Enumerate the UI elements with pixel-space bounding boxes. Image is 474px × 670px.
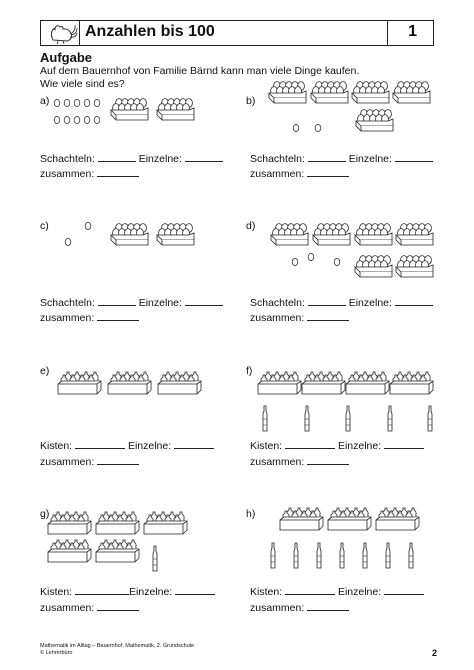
bottle-crate-icon <box>158 372 202 402</box>
exercise-c-answer-row: Schachteln: Einzelne: <box>40 295 223 309</box>
total-answer-field[interactable] <box>307 600 349 611</box>
bottle-crate-icon <box>346 372 390 402</box>
exercise-b-total-row: zusammen: <box>250 166 349 180</box>
bottle-crate-icon <box>96 512 140 542</box>
exercise-c-letter: c) <box>40 220 49 232</box>
singles-answer-field[interactable] <box>175 584 215 595</box>
egg-carton-icon <box>110 222 150 252</box>
bottle-crate-icon <box>96 540 140 570</box>
egg-carton-icon <box>354 222 394 252</box>
total-answer-field[interactable] <box>97 600 139 611</box>
page-number: 2 <box>432 648 438 658</box>
singles-answer-field[interactable] <box>384 438 424 449</box>
total-answer-field[interactable] <box>97 310 139 321</box>
exercise-b-answer-row: Schachteln: Einzelne: <box>250 151 433 165</box>
bottle-icon <box>291 542 301 568</box>
boxes-answer-field[interactable] <box>98 151 136 162</box>
total-answer-field[interactable] <box>307 454 349 465</box>
exercise-g-answer-row: Kisten: Einzelne: <box>40 584 215 598</box>
task-intro-line2: Wie viele sind es? <box>40 78 125 90</box>
bottle-crate-icon <box>48 512 92 542</box>
page-title: Anzahlen bis 100 <box>85 23 215 40</box>
crates-answer-field[interactable] <box>285 438 335 449</box>
exercise-a-letter: a) <box>40 95 50 107</box>
exercise-b-letter: b) <box>246 95 256 107</box>
egg-carton-icon <box>395 254 435 284</box>
worksheet-header <box>40 20 434 46</box>
bottle-crate-icon <box>108 372 152 402</box>
bottle-crate-icon <box>280 508 324 538</box>
exercise-h-letter: h) <box>246 508 256 520</box>
egg-carton-icon <box>268 80 308 110</box>
bottle-icon <box>343 405 353 431</box>
exercise-g-total-row: zusammen: <box>40 600 139 614</box>
bottle-crate-icon <box>58 372 102 402</box>
exercise-h-total-row: zusammen: <box>250 600 349 614</box>
total-answer-field[interactable] <box>97 454 139 465</box>
egg-carton-icon <box>156 97 196 127</box>
bottle-icon <box>302 405 312 431</box>
egg-carton-icon <box>351 80 391 110</box>
exercise-f-answer-row: Kisten: Einzelne: <box>250 438 424 452</box>
worksheet-number: 1 <box>408 23 417 40</box>
single-eggs-a <box>50 95 100 125</box>
exercise-e-answer-row: Kisten: Einzelne: <box>40 438 214 452</box>
exercise-f-total-row: zusammen: <box>250 454 349 468</box>
boxes-answer-field[interactable] <box>308 151 346 162</box>
exercise-f-letter: f) <box>246 365 253 377</box>
exercise-d-total-row: zusammen: <box>250 310 349 324</box>
egg-carton-icon <box>156 222 196 252</box>
egg-carton-icon <box>270 222 310 252</box>
bottle-icon <box>268 542 278 568</box>
egg-carton-icon <box>354 254 394 284</box>
exercise-h-answer-row: Kisten: Einzelne: <box>250 584 424 598</box>
single-eggs-b <box>290 120 330 136</box>
singles-answer-field[interactable] <box>174 438 214 449</box>
task-heading: Aufgabe <box>40 50 92 65</box>
exercise-d-answer-row: Schachteln: Einzelne: <box>250 295 433 309</box>
singles-answer-field[interactable] <box>384 584 424 595</box>
egg-carton-icon <box>395 222 435 252</box>
bottle-icon <box>314 542 324 568</box>
bottle-icon <box>406 542 416 568</box>
exercise-a-answer-row: Schachteln: Einzelne: <box>40 151 223 165</box>
egg-carton-icon <box>110 97 150 127</box>
bottle-icon <box>425 405 435 431</box>
bottle-crate-icon <box>144 512 188 542</box>
boxes-answer-field[interactable] <box>98 295 136 306</box>
exercise-d-letter: d) <box>246 220 256 232</box>
exercise-e-letter: e) <box>40 365 50 377</box>
singles-answer-field[interactable] <box>185 151 223 162</box>
bottle-icon <box>260 405 270 431</box>
egg-carton-icon <box>355 108 395 138</box>
exercise-g-letter: g) <box>40 508 50 520</box>
bottle-crate-icon <box>390 372 434 402</box>
total-answer-field[interactable] <box>307 310 349 321</box>
exercise-a-total-row: zusammen: <box>40 166 139 180</box>
singles-answer-field[interactable] <box>185 295 223 306</box>
rooster-icon <box>43 22 79 44</box>
bottle-icon <box>360 542 370 568</box>
bottle-crate-icon <box>302 372 346 402</box>
bottle-icon <box>383 542 393 568</box>
crates-answer-field[interactable] <box>285 584 335 595</box>
exercise-c-total-row: zusammen: <box>40 310 139 324</box>
total-answer-field[interactable] <box>307 166 349 177</box>
bottle-icon <box>337 542 347 568</box>
singles-answer-field[interactable] <box>395 151 433 162</box>
crates-answer-field[interactable] <box>75 584 129 595</box>
egg-carton-icon <box>312 222 352 252</box>
total-answer-field[interactable] <box>97 166 139 177</box>
single-eggs-c <box>60 220 100 250</box>
bottle-crate-icon <box>328 508 372 538</box>
singles-answer-field[interactable] <box>395 295 433 306</box>
crates-answer-field[interactable] <box>75 438 125 449</box>
bottle-crate-icon <box>376 508 420 538</box>
bottle-icon <box>385 405 395 431</box>
footer-copyright: Mathematik im Alltag – Bauernhof, Mathematik, 2. Grundschule © Lehrerbüro <box>40 643 195 656</box>
boxes-answer-field[interactable] <box>308 295 346 306</box>
bottle-icon <box>150 545 160 571</box>
bottle-crate-icon <box>258 372 302 402</box>
bottle-crate-icon <box>48 540 92 570</box>
exercise-e-total-row: zusammen: <box>40 454 139 468</box>
task-intro-line1: Auf dem Bauernhof von Familie Bärnd kann man viele Dinge kaufen. <box>40 65 360 77</box>
egg-carton-icon <box>310 80 350 110</box>
single-eggs-d <box>285 252 345 272</box>
egg-carton-icon <box>392 80 432 110</box>
